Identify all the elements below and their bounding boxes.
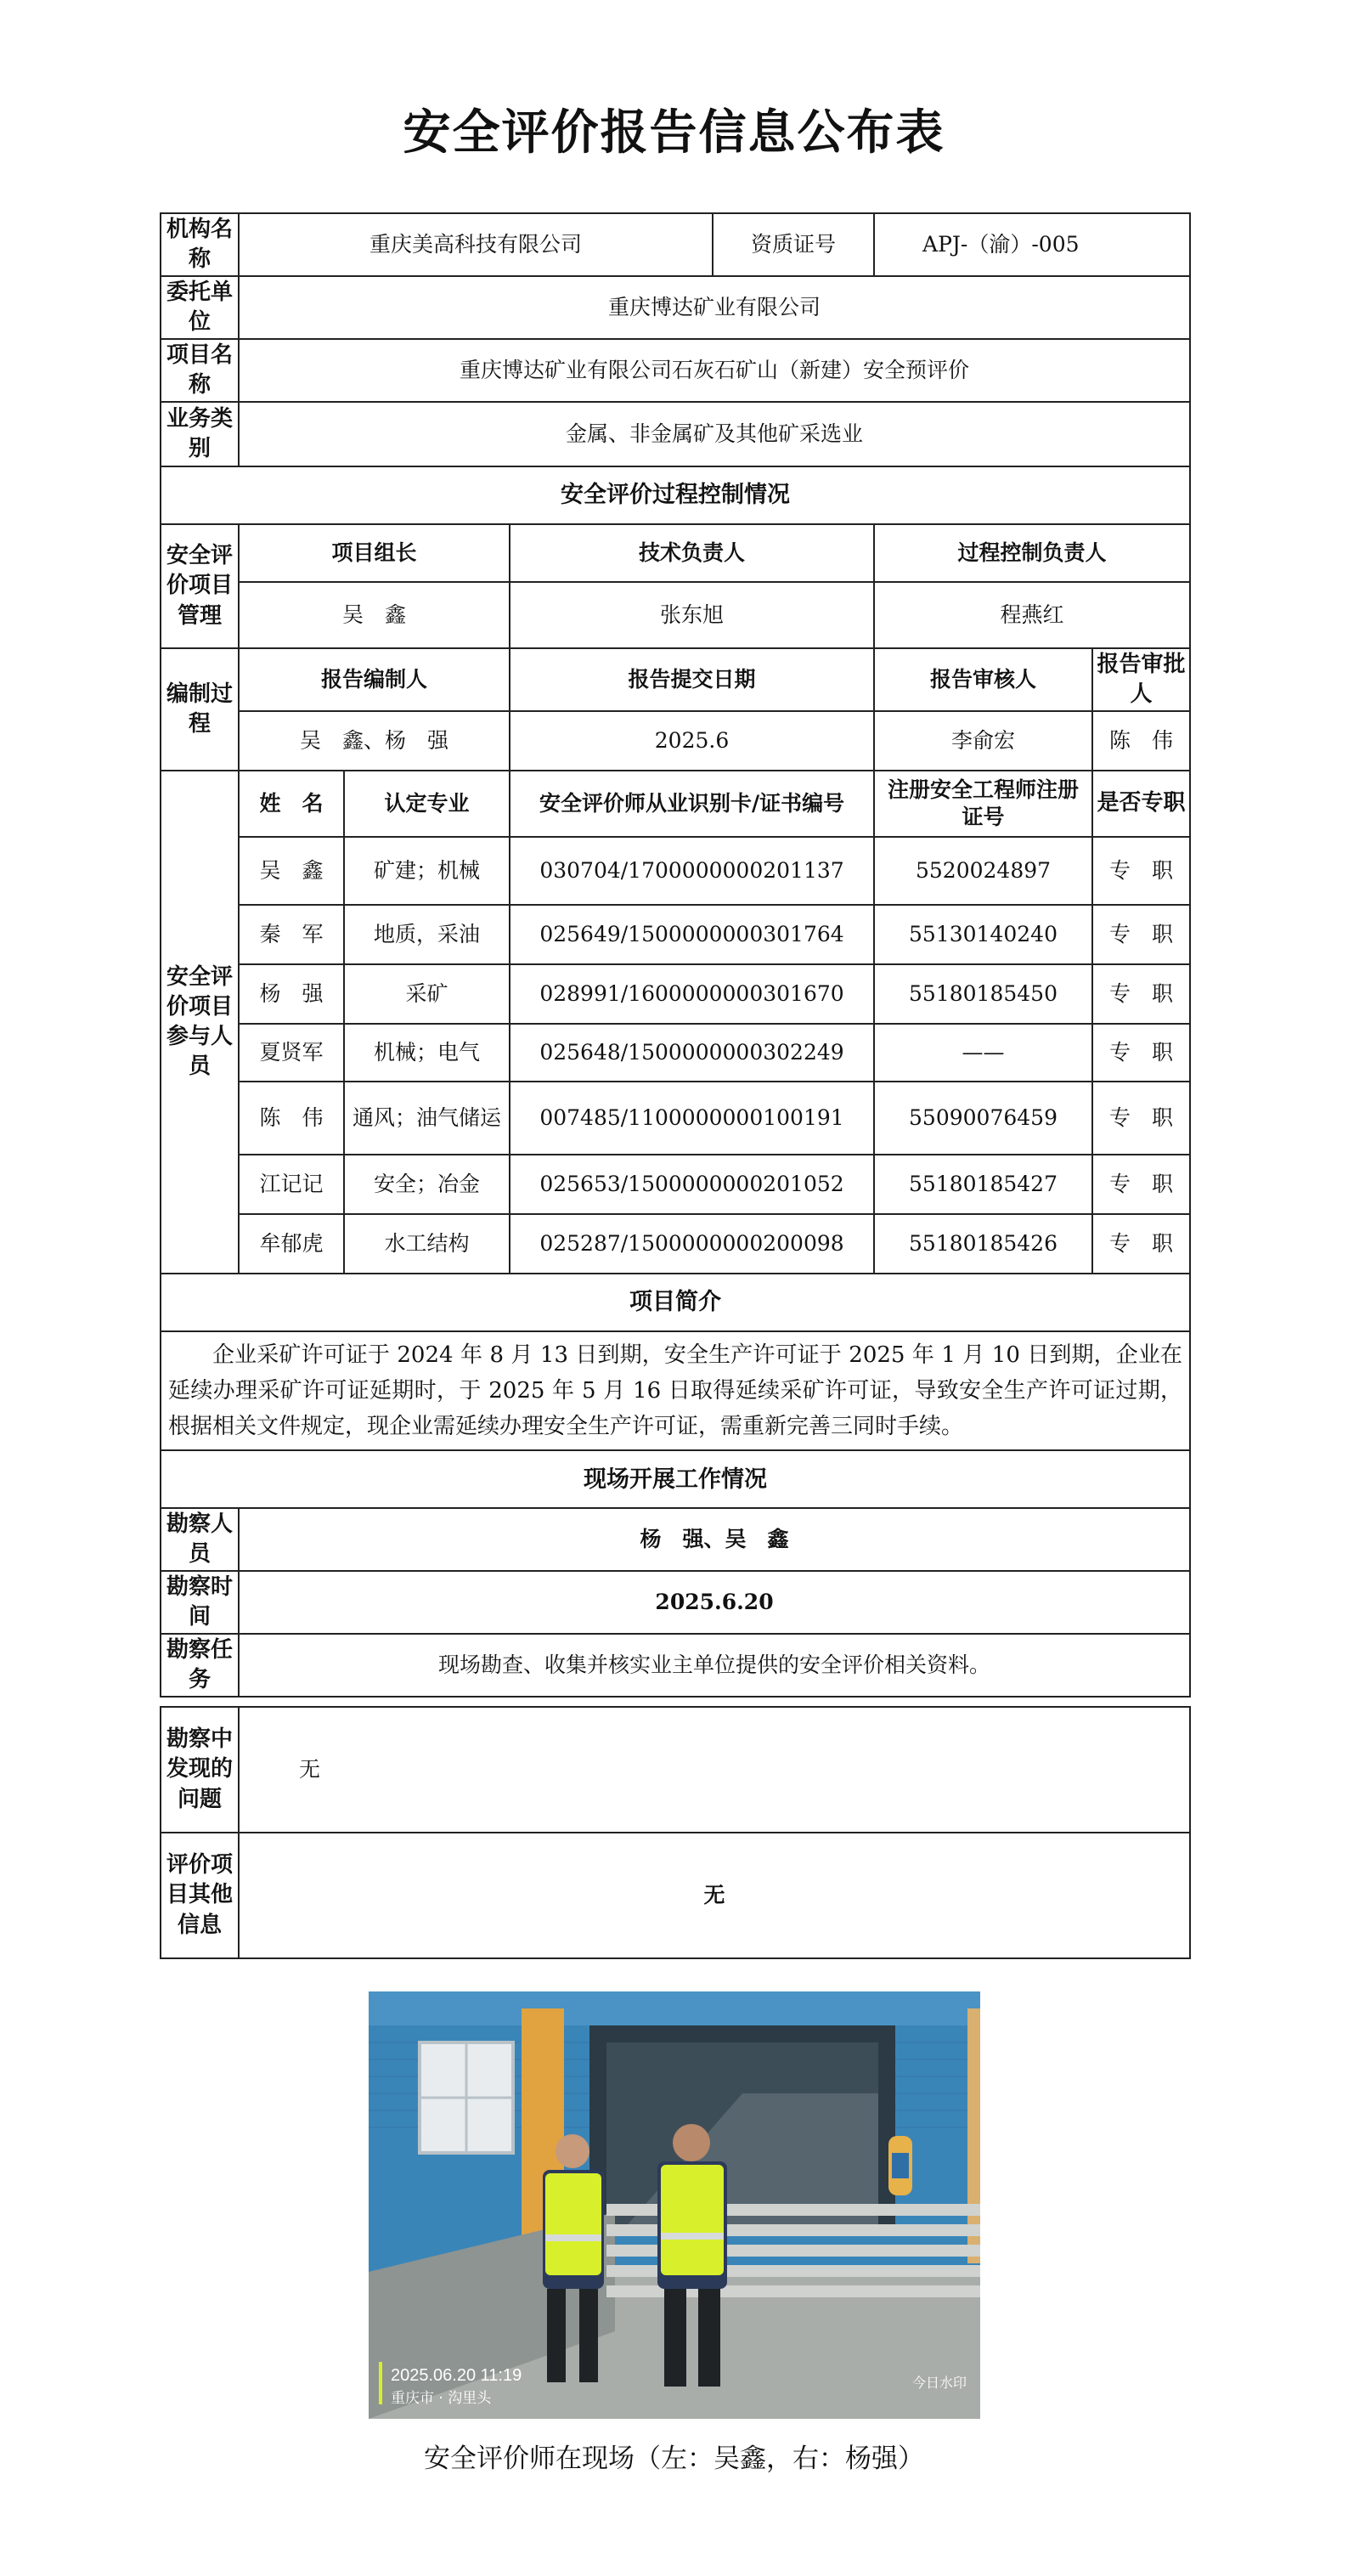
participant-major: 通风；油气储运 (344, 1082, 510, 1155)
issues-label: 勘察中发现的问题 (161, 1707, 239, 1833)
participant-name: 杨 强 (239, 964, 344, 1024)
client-value: 重庆博达矿业有限公司 (239, 276, 1190, 339)
mgmt-value-control: 程燕红 (874, 582, 1190, 648)
mgmt-label: 安全评价项目管理 (161, 524, 239, 648)
participant-card: 007485/1100000000100191 (510, 1082, 874, 1155)
participant-row (161, 964, 1190, 1024)
watermark-label: 今日水印 (912, 2375, 967, 2391)
project-row (161, 339, 1190, 402)
photo-timestamp: 2025.06.20 11:19 (391, 2366, 522, 2385)
site-staff-row (161, 1508, 1190, 1571)
participant-fulltime: 专 职 (1092, 1214, 1190, 1274)
participant-reg: 5520024897 (874, 837, 1092, 905)
business-value: 金属、非金属矿及其他矿采选业 (239, 402, 1190, 466)
participant-major: 机械；电气 (344, 1024, 510, 1082)
prep-value-row (161, 711, 1190, 771)
participant-reg: 55130140240 (874, 905, 1092, 964)
participant-reg: —— (874, 1024, 1092, 1082)
participant-card: 028991/1600000000301670 (510, 964, 874, 1024)
participant-fulltime: 专 职 (1092, 964, 1190, 1024)
participants-header-fulltime: 是否专职 (1092, 771, 1190, 837)
participant-row (161, 837, 1190, 905)
site-staff-label: 勘察人员 (161, 1508, 239, 1571)
participants-header-card: 安全评价师从业识别卡/证书编号 (510, 771, 874, 837)
mgmt-header-tech: 技术负责人 (510, 524, 874, 582)
client-row (161, 276, 1190, 339)
site-task-label: 勘察任务 (161, 1634, 239, 1697)
page-title: 安全评价报告信息公布表 (403, 105, 945, 161)
participant-card: 025653/1500000000201052 (510, 1155, 874, 1214)
participant-row (161, 905, 1190, 964)
site-time-row (161, 1571, 1190, 1634)
cert-value: APJ-（渝）-005 (874, 213, 1190, 276)
photo-caption: 安全评价师在现场（左：吴鑫，右：杨强） (424, 2443, 924, 2474)
site-section-row (161, 1450, 1190, 1508)
mgmt-value-tech: 张东旭 (510, 582, 874, 648)
project-value: 重庆博达矿业有限公司石灰石矿山（新建）安全预评价 (239, 339, 1190, 402)
participant-name: 夏贤军 (239, 1024, 344, 1082)
participant-fulltime: 专 职 (1092, 1155, 1190, 1214)
prep-value-reviewer: 李俞宏 (874, 711, 1092, 771)
client-label: 委托单位 (161, 276, 239, 339)
prep-value-date: 2025.6 (510, 711, 874, 771)
participant-fulltime: 专 职 (1092, 905, 1190, 964)
participant-fulltime: 专 职 (1092, 1082, 1190, 1155)
participant-row (161, 1214, 1190, 1274)
participant-major: 采矿 (344, 964, 510, 1024)
participants-label: 安全评价项目参与人员 (161, 771, 239, 1274)
org-name-label: 机构名称 (161, 213, 239, 276)
prep-header-row (161, 648, 1190, 711)
participants-header-row (161, 771, 1190, 837)
site-time-value: 2025.6.20 (239, 1571, 1190, 1634)
participant-fulltime: 专 职 (1092, 1024, 1190, 1082)
site-section-title: 现场开展工作情况 (161, 1450, 1190, 1508)
summary-section-title: 项目简介 (161, 1274, 1190, 1331)
mgmt-value-leader: 吴 鑫 (239, 582, 510, 648)
participant-name: 牟郁虎 (239, 1214, 344, 1274)
participant-name: 秦 军 (239, 905, 344, 964)
participant-name: 陈 伟 (239, 1082, 344, 1155)
site-task-row (161, 1634, 1190, 1697)
participant-reg: 55180185426 (874, 1214, 1092, 1274)
participant-reg: 55180185450 (874, 964, 1092, 1024)
participant-name: 吴 鑫 (239, 837, 344, 905)
participant-card: 025648/1500000000302249 (510, 1024, 874, 1082)
mgmt-value-row (161, 582, 1190, 648)
participant-reg: 55090076459 (874, 1082, 1092, 1155)
site-photo (369, 1991, 980, 2419)
project-label: 项目名称 (161, 339, 239, 402)
participants-header-reg: 注册安全工程师注册证号 (874, 771, 1092, 837)
participant-card: 025287/1500000000200098 (510, 1214, 874, 1274)
prep-value-author: 吴 鑫、杨 强 (239, 711, 510, 771)
business-label: 业务类别 (161, 402, 239, 466)
other-info-row (161, 1833, 1190, 1958)
prep-value-approver: 陈 伟 (1092, 711, 1190, 771)
participant-fulltime: 专 职 (1092, 837, 1190, 905)
process-section-title: 安全评价过程控制情况 (161, 466, 1190, 524)
info-table (160, 212, 1191, 1698)
participant-row (161, 1082, 1190, 1155)
participant-name: 江记记 (239, 1155, 344, 1214)
participant-major: 地质，采油 (344, 905, 510, 964)
photo-location: 重庆市 · 沟里头 (391, 2390, 492, 2407)
participant-card: 030704/1700000000201137 (510, 837, 874, 905)
mgmt-header-row (161, 524, 1190, 582)
org-name-value: 重庆美高科技有限公司 (239, 213, 713, 276)
participant-row (161, 1024, 1190, 1082)
prep-header-reviewer: 报告审核人 (874, 648, 1092, 711)
prep-header-approver: 报告审批人 (1092, 648, 1190, 711)
summary-row (161, 1331, 1190, 1450)
other-info-label: 评价项目其他信息 (161, 1833, 239, 1958)
participant-major: 水工结构 (344, 1214, 510, 1274)
cert-label: 资质证号 (713, 213, 874, 276)
business-row (161, 402, 1190, 466)
summary-text: 企业采矿许可证于 2024 年 8 月 13 日到期，安全生产许可证于 2025 年 1 月 10 日到期，企业在延续办理采矿许可证延期时，于 2025 年 5 月 16 日取得延续采矿许可证，导致安全生产许可证过期，根据相关文件规定，现企业需延续办理安全生产许可证，需重新完善三同时手续。 (161, 1331, 1190, 1450)
participant-reg: 55180185427 (874, 1155, 1092, 1214)
participant-row (161, 1155, 1190, 1214)
findings-table (160, 1706, 1191, 1959)
participant-major: 矿建；机械 (344, 837, 510, 905)
site-task-value: 现场勘查、收集并核实业主单位提供的安全评价相关资料。 (239, 1634, 1190, 1697)
process-section-row (161, 466, 1190, 524)
other-info-value: 无 (239, 1833, 1190, 1958)
issues-row (161, 1707, 1190, 1833)
summary-section-row (161, 1274, 1190, 1331)
participants-header-major: 认定专业 (344, 771, 510, 837)
prep-header-author: 报告编制人 (239, 648, 510, 711)
site-time-label: 勘察时间 (161, 1571, 239, 1634)
site-staff-value: 杨 强、吴 鑫 (239, 1508, 1190, 1571)
participants-header-name: 姓 名 (239, 771, 344, 837)
mgmt-header-leader: 项目组长 (239, 524, 510, 582)
mgmt-header-control: 过程控制负责人 (874, 524, 1190, 582)
participant-major: 安全；冶金 (344, 1155, 510, 1214)
site-photo-illustration (369, 1991, 980, 2419)
prep-label: 编制过程 (161, 648, 239, 771)
prep-header-date: 报告提交日期 (510, 648, 874, 711)
participant-card: 025649/1500000000301764 (510, 905, 874, 964)
issues-value: 无 (239, 1707, 1190, 1833)
org-row (161, 213, 1190, 276)
